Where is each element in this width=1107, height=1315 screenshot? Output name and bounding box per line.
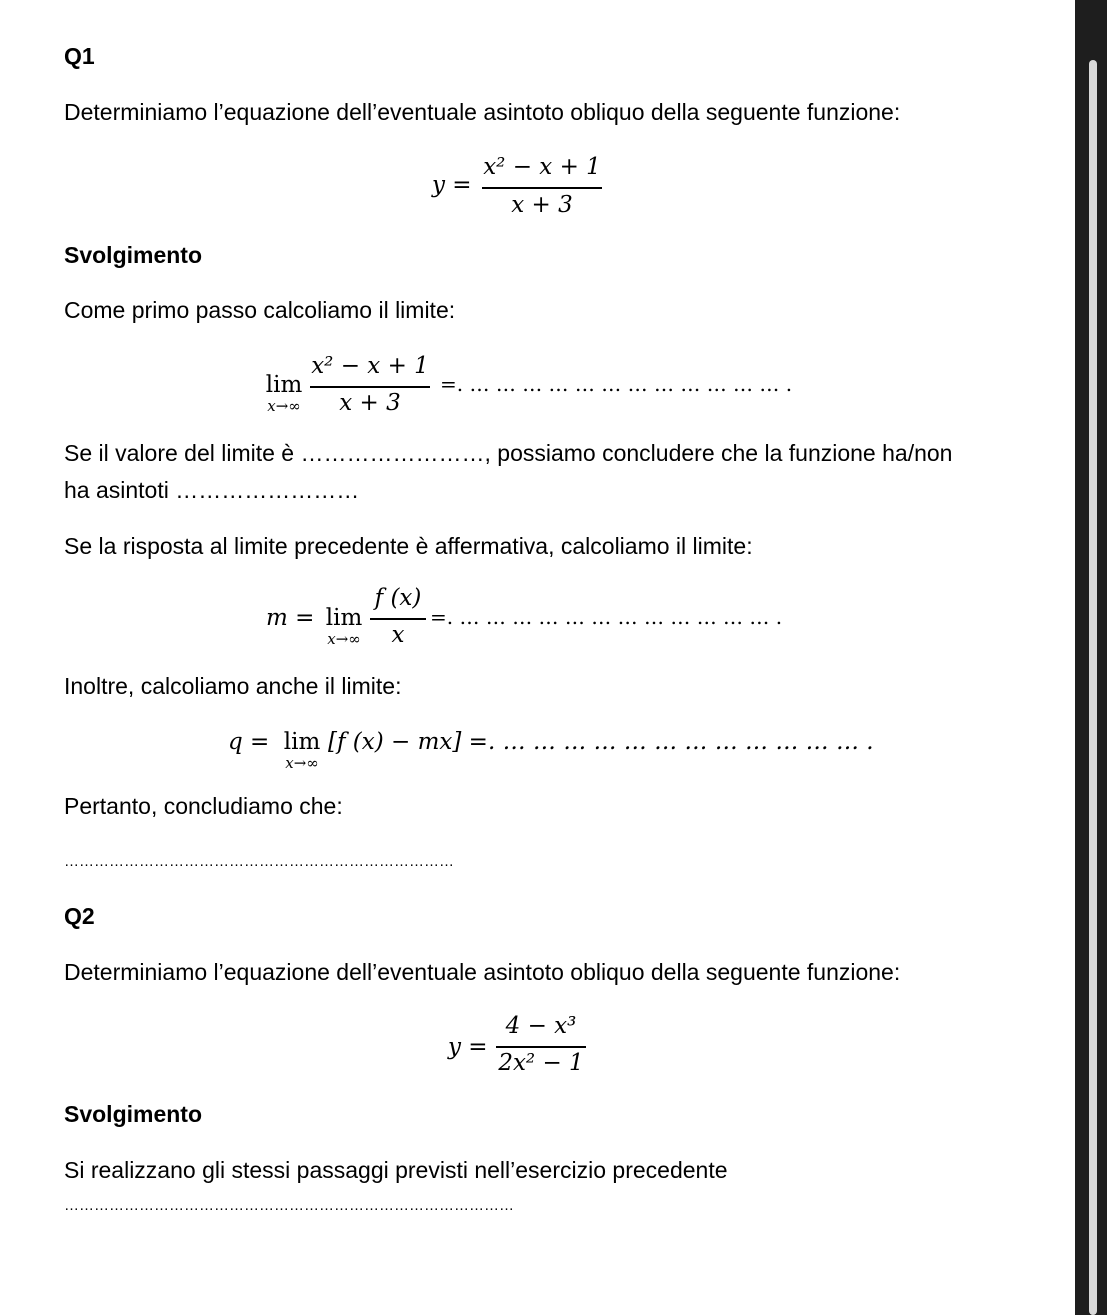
m-denominator: x [391, 622, 405, 648]
limit-operator [320, 605, 368, 647]
q2-function-numerator: 4 − x³ [505, 1013, 577, 1039]
limit-operator [278, 729, 326, 771]
m-blank: =. … … … … … … … … … … … … . [430, 605, 783, 629]
m-lhs: m = [266, 605, 315, 631]
q1-heading: Q1 [64, 43, 95, 69]
limit-subscript: x→∞ [327, 630, 361, 648]
limit-word: lim [265, 372, 303, 398]
fraction-bar [482, 187, 602, 189]
q1-limit-denominator: x + 3 [339, 390, 401, 416]
m-numerator: f (x) [374, 585, 422, 611]
q1-step1-text: Come primo passo calcoliamo il limite: [64, 297, 456, 323]
q1-limit-blank: =. … … … … … … … … … … … … . [440, 372, 793, 396]
limit-word: lim [283, 729, 321, 755]
q1-limit-fraction [310, 350, 430, 420]
q2-blank: ……………………………………………………………………………… [64, 1197, 514, 1214]
q1-conclusion: Pertanto, concludiamo che: [64, 793, 343, 819]
q2-function-fraction [496, 1010, 586, 1080]
limit-operator [260, 372, 308, 414]
q2-section-title: Svolgimento [64, 1101, 203, 1127]
q2-intro: Determiniamo l’equazione dell’eventuale asintoto obliquo della seguente funzione: [64, 959, 901, 985]
q2-function-lhs: y = [448, 1034, 488, 1060]
scrollbar-thumb[interactable] [1089, 60, 1097, 1315]
q1-step2-line1: Se il valore del limite è ……………………, possiamo concludere che la funzione ha/non [64, 440, 953, 466]
q-lhs: q = [228, 729, 270, 755]
m-fraction [370, 582, 426, 652]
q-body: [f (x) − mx] =. … … … … … … … … … … … … . [328, 729, 874, 755]
q1-function-fraction [482, 150, 602, 220]
q1-limit-numerator: x² − x + 1 [311, 353, 429, 379]
q1-section-title: Svolgimento [64, 242, 203, 268]
q1-conclusion-blank: …………………………………………………………………… [64, 853, 454, 870]
q1-function-lhs: y = [432, 172, 472, 198]
q1-function-denominator: x + 3 [511, 192, 573, 218]
q1-step2-line2: ha asintoti …………………… [64, 477, 360, 503]
fraction-bar [370, 618, 426, 620]
limit-subscript: x→∞ [267, 397, 301, 415]
fraction-bar [310, 386, 430, 388]
q1-step3-text: Se la risposta al limite precedente è affermativa, calcoliamo il limite: [64, 533, 753, 559]
limit-word: lim [325, 605, 363, 631]
limit-subscript: x→∞ [285, 754, 319, 772]
q1-function-numerator: x² − x + 1 [483, 154, 601, 180]
q2-heading: Q2 [64, 903, 95, 929]
q1-intro: Determiniamo l’equazione dell’eventuale asintoto obliquo della seguente funzione: [64, 99, 901, 125]
q1-step4-text: Inoltre, calcoliamo anche il limite: [64, 673, 402, 699]
q2-function-denominator: 2x² − 1 [498, 1050, 584, 1076]
fraction-bar [496, 1046, 586, 1048]
q2-body: Si realizzano gli stessi passaggi previsti nell’esercizio precedente [64, 1157, 728, 1183]
